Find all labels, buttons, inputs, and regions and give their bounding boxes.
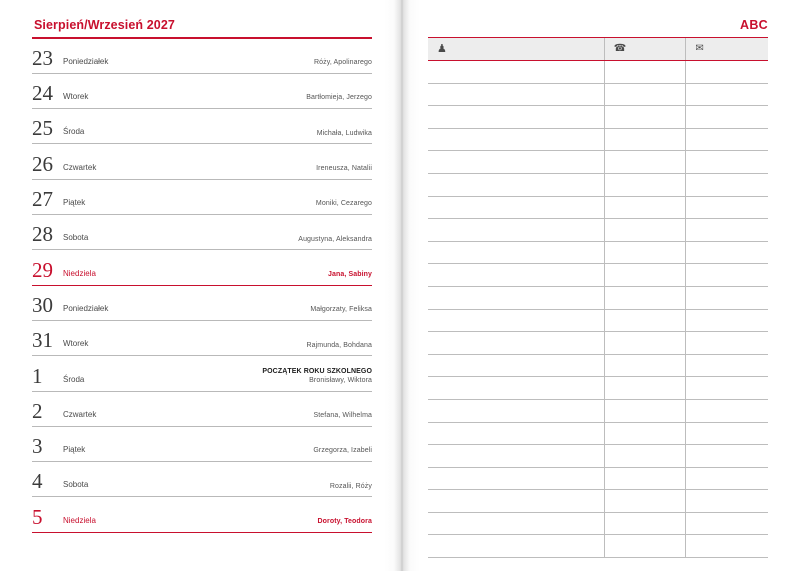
address-row[interactable]: [428, 490, 768, 513]
address-cell-phone[interactable]: [605, 377, 687, 399]
address-cell-name[interactable]: [428, 423, 605, 445]
address-cell-name[interactable]: [428, 310, 605, 332]
address-table-header: [428, 38, 768, 61]
address-cell-name[interactable]: [428, 400, 605, 422]
day-number: 28: [32, 222, 53, 247]
address-cell-phone[interactable]: [605, 468, 687, 490]
address-row[interactable]: [428, 332, 768, 355]
day-row[interactable]: [32, 427, 372, 462]
address-cell-email[interactable]: [686, 310, 768, 332]
day-notes: [306, 342, 372, 356]
day-special-note: POCZĄTEK ROKU SZKOLNEGO: [262, 368, 372, 376]
address-row[interactable]: [428, 197, 768, 220]
day-number: 31: [32, 328, 53, 353]
address-cell-email[interactable]: [686, 242, 768, 264]
column-header-name: [428, 38, 605, 60]
address-cell-name[interactable]: [428, 264, 605, 286]
day-number: 24: [32, 81, 53, 106]
day-nameday-note: Bartłomieja, Jerzego: [306, 94, 372, 102]
day-weekday-label: Sobota: [63, 480, 89, 490]
day-row[interactable]: [32, 144, 372, 179]
address-cell-email[interactable]: [686, 151, 768, 173]
day-number: 5: [32, 504, 43, 529]
address-cell-name[interactable]: [428, 106, 605, 128]
day-row[interactable]: [32, 39, 372, 74]
day-notes: [310, 306, 372, 320]
day-number: 29: [32, 257, 53, 282]
day-weekday-label: Piątek: [63, 445, 86, 455]
address-cell-name[interactable]: [428, 242, 605, 264]
address-cell-email[interactable]: [686, 400, 768, 422]
address-row[interactable]: [428, 84, 768, 107]
column-header-email: [686, 38, 768, 60]
day-row[interactable]: [32, 497, 372, 532]
address-cell-phone[interactable]: [605, 174, 687, 196]
column-header-phone: [605, 38, 687, 60]
address-cell-email[interactable]: [686, 445, 768, 467]
address-cell-name[interactable]: [428, 61, 605, 83]
day-row[interactable]: [32, 392, 372, 427]
address-cell-phone[interactable]: [605, 61, 687, 83]
address-cell-name[interactable]: [428, 355, 605, 377]
address-cell-phone[interactable]: [605, 151, 687, 173]
day-weekday-label: Czwartek: [63, 162, 97, 172]
address-cell-phone[interactable]: [605, 535, 687, 557]
address-cell-name[interactable]: [428, 174, 605, 196]
address-cell-email[interactable]: [686, 197, 768, 219]
address-table: [428, 37, 768, 558]
address-row[interactable]: [428, 377, 768, 400]
address-row[interactable]: [428, 129, 768, 152]
day-notes: [314, 59, 372, 73]
address-cell-name[interactable]: [428, 197, 605, 219]
day-notes: [330, 483, 372, 497]
address-row[interactable]: [428, 287, 768, 310]
day-nameday-note: Bronisławy, Wiktora: [309, 376, 372, 384]
day-notes: [316, 165, 372, 179]
address-cell-name[interactable]: [428, 490, 605, 512]
day-weekday-label: Wtorek: [63, 339, 89, 349]
address-row[interactable]: [428, 106, 768, 129]
address-cell-name[interactable]: [428, 287, 605, 309]
day-weekday-label: Sobota: [63, 233, 89, 243]
address-cell-email[interactable]: [686, 355, 768, 377]
address-row[interactable]: [428, 174, 768, 197]
day-row[interactable]: [32, 356, 372, 391]
address-cell-email[interactable]: [686, 174, 768, 196]
address-cell-email[interactable]: [686, 129, 768, 151]
address-cell-phone[interactable]: [605, 264, 687, 286]
address-cell-phone[interactable]: [605, 490, 687, 512]
day-number: 23: [32, 45, 53, 70]
day-weekday-label: Środa: [63, 127, 85, 137]
day-number: 25: [32, 116, 53, 141]
right-page: [400, 0, 800, 571]
day-number: 1: [32, 363, 43, 388]
address-cell-name[interactable]: [428, 535, 605, 557]
address-row[interactable]: [428, 61, 768, 84]
address-row[interactable]: [428, 151, 768, 174]
address-cell-name[interactable]: [428, 445, 605, 467]
day-weekday-label: Środa: [63, 374, 85, 384]
day-weekday-label: Wtorek: [63, 92, 89, 102]
day-nameday-note: Ireneusza, Natalii: [316, 165, 372, 173]
address-cell-email[interactable]: [686, 61, 768, 83]
address-rows: [428, 61, 768, 558]
address-row[interactable]: [428, 242, 768, 265]
day-nameday-note: Stefana, Wilhelma: [313, 412, 372, 420]
address-row[interactable]: [428, 445, 768, 468]
address-cell-email[interactable]: [686, 513, 768, 535]
address-cell-email[interactable]: [686, 423, 768, 445]
day-nameday-note: Jana, Sabiny: [328, 270, 372, 278]
address-cell-email[interactable]: [686, 332, 768, 354]
day-number: 26: [32, 151, 53, 176]
address-cell-phone[interactable]: [605, 355, 687, 377]
address-row[interactable]: [428, 468, 768, 491]
day-notes: [316, 200, 372, 214]
day-nameday-note: Augustyna, Aleksandra: [298, 235, 372, 243]
address-cell-email[interactable]: [686, 535, 768, 557]
day-nameday-note: Róży, Apolinarego: [314, 59, 372, 67]
day-number: 30: [32, 292, 53, 317]
address-cell-name[interactable]: [428, 219, 605, 241]
day-number: 4: [32, 469, 43, 494]
address-cell-name[interactable]: [428, 513, 605, 535]
day-nameday-note: Rajmunda, Bohdana: [306, 341, 372, 349]
day-notes: [328, 271, 372, 285]
day-notes: [306, 94, 372, 108]
day-row[interactable]: [32, 250, 372, 285]
day-nameday-note: Grzegorza, Izabeli: [313, 447, 372, 455]
address-row[interactable]: [428, 264, 768, 287]
address-cell-phone[interactable]: [605, 400, 687, 422]
day-notes: [317, 130, 372, 144]
address-section-title: ABC: [740, 18, 768, 32]
address-row[interactable]: [428, 513, 768, 536]
day-row[interactable]: [32, 321, 372, 356]
day-row[interactable]: [32, 286, 372, 321]
day-number: 27: [32, 187, 53, 212]
day-row[interactable]: [32, 180, 372, 215]
day-row[interactable]: [32, 74, 372, 109]
address-cell-phone[interactable]: [605, 129, 687, 151]
address-cell-email[interactable]: [686, 490, 768, 512]
day-notes: [262, 368, 372, 391]
address-cell-email[interactable]: [686, 468, 768, 490]
person-icon: ♟: [437, 42, 447, 55]
address-cell-phone[interactable]: [605, 445, 687, 467]
address-cell-name[interactable]: [428, 468, 605, 490]
day-notes: [298, 236, 372, 250]
address-cell-phone[interactable]: [605, 106, 687, 128]
day-nameday-note: Doroty, Teodora: [317, 518, 372, 525]
address-cell-name[interactable]: [428, 151, 605, 173]
day-nameday-note: Rozalii, Róży: [329, 482, 372, 490]
day-weekday-label: Poniedziałek: [63, 303, 109, 313]
envelope-icon: ✉: [695, 43, 704, 54]
day-weekday-label: Niedziela: [63, 515, 96, 525]
address-cell-name[interactable]: [428, 84, 605, 106]
page-title: Sierpień/Wrzesień 2027: [34, 18, 175, 32]
day-row[interactable]: [32, 109, 372, 144]
address-cell-email[interactable]: [686, 377, 768, 399]
address-cell-email[interactable]: [686, 84, 768, 106]
address-cell-phone[interactable]: [605, 423, 687, 445]
address-cell-email[interactable]: [686, 106, 768, 128]
day-list: [32, 39, 372, 533]
day-weekday-label: Czwartek: [63, 409, 97, 419]
address-cell-email[interactable]: [686, 287, 768, 309]
address-cell-phone[interactable]: [605, 219, 687, 241]
day-notes: [313, 447, 372, 461]
address-cell-phone[interactable]: [605, 513, 687, 535]
day-nameday-note: Moniki, Cezarego: [315, 200, 372, 208]
address-cell-phone[interactable]: [605, 197, 687, 219]
address-cell-phone[interactable]: [605, 242, 687, 264]
address-cell-email[interactable]: [686, 264, 768, 286]
day-row[interactable]: [32, 462, 372, 497]
day-notes: [317, 518, 372, 532]
day-weekday-label: Piątek: [63, 198, 86, 208]
day-weekday-label: Poniedziałek: [63, 56, 109, 66]
address-cell-name[interactable]: [428, 332, 605, 354]
address-row[interactable]: [428, 355, 768, 378]
address-row[interactable]: [428, 535, 768, 558]
address-cell-name[interactable]: [428, 377, 605, 399]
day-number: 3: [32, 434, 43, 459]
day-nameday-note: Michała, Ludwika: [316, 129, 372, 137]
address-row[interactable]: [428, 310, 768, 333]
day-nameday-note: Małgorzaty, Feliksa: [310, 306, 372, 314]
address-cell-phone[interactable]: [605, 332, 687, 354]
address-cell-phone[interactable]: [605, 310, 687, 332]
address-cell-phone[interactable]: [605, 84, 687, 106]
day-weekday-label: Niedziela: [63, 268, 96, 278]
day-notes: [313, 412, 372, 426]
address-row[interactable]: [428, 423, 768, 446]
day-row[interactable]: [32, 215, 372, 250]
phone-icon: ☎: [613, 43, 627, 54]
address-row[interactable]: [428, 219, 768, 242]
day-number: 2: [32, 398, 43, 423]
address-row[interactable]: [428, 400, 768, 423]
address-cell-name[interactable]: [428, 129, 605, 151]
address-cell-email[interactable]: [686, 219, 768, 241]
address-cell-phone[interactable]: [605, 287, 687, 309]
